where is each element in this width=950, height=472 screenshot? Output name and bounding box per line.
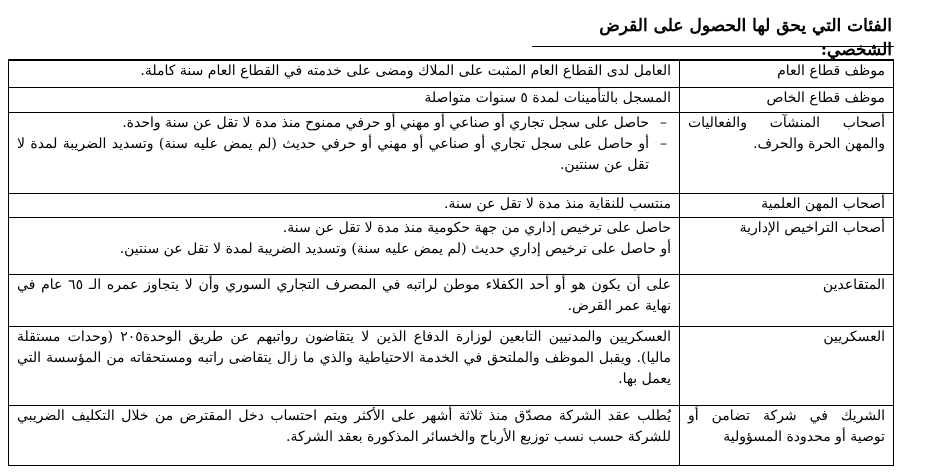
category-cell: العسكريين bbox=[680, 326, 894, 405]
requirement-line: يُطلب عقد الشركة مصدّق منذ ثلاثة أشهر على الأكثر ويتم احتساب دخل المقترض من خلال التكليف الضريبي للشركة حسب نسب توزيع الأرباح والخسائر المذكورة بعقد الشركة. bbox=[17, 407, 671, 445]
table-row bbox=[9, 87, 894, 112]
table-row bbox=[9, 217, 894, 274]
requirement-line: منتسب للنقابة منذ مدة لا تقل عن سنة. bbox=[444, 195, 671, 212]
list-item: – أو حاصل على سجل تجاري أو صناعي أو مهني أو حرفي حديث (لم يمض عليه سنة) وتسديد الضريبة لمدة لا تقل عن سنتين. bbox=[17, 134, 671, 176]
category-cell: أصحاب المنشآت والفعاليات والمهن الحرة والحرف. bbox=[680, 112, 894, 193]
requirement-line: المسجل بالتأمينات لمدة ٥ سنوات متواصلة bbox=[424, 89, 671, 106]
title-underline bbox=[532, 46, 894, 47]
requirement-line: أو حاصل على ترخيص إداري حديث (لم يمض عليه سنة) وتسديد الضريبة لمدة لا تقل عن سنتين. bbox=[119, 240, 671, 257]
category-cell: موظف قطاع العام bbox=[680, 60, 894, 87]
requirement-line: العامل لدى القطاع العام المثبت على الملاك ومضى على خدمته في القطاع العام سنة كاملة. bbox=[140, 63, 671, 79]
requirement-cell bbox=[9, 193, 680, 217]
requirement-line: حاصل على ترخيص إداري من جهة حكومية منذ مدة لا تقل عن سنة. bbox=[282, 219, 671, 236]
table-row bbox=[9, 60, 894, 87]
table-row bbox=[9, 193, 894, 217]
requirement-cell bbox=[9, 112, 680, 193]
table-row bbox=[9, 405, 894, 465]
category-cell: الشريك في شركة تضامن أو توصية أو محدودة المسؤولية bbox=[680, 405, 894, 465]
table-row bbox=[9, 274, 894, 326]
requirement-cell bbox=[9, 60, 680, 87]
category-cell: أصحاب التراخيص الإدارية bbox=[680, 217, 894, 274]
category-cell: موظف قطاع الخاص bbox=[680, 87, 894, 112]
requirement-cell bbox=[9, 326, 680, 405]
requirement-cell bbox=[9, 87, 680, 112]
requirement-list bbox=[17, 113, 671, 176]
list-item: – حاصل على سجل تجاري أو صناعي أو مهني أو حرفي ممنوح منذ مدة لا تقل عن سنة واحدة. bbox=[17, 113, 671, 134]
table-row bbox=[9, 326, 894, 405]
requirement-cell bbox=[9, 274, 680, 326]
table-row bbox=[9, 112, 894, 193]
category-cell: المتقاعدين bbox=[680, 274, 894, 326]
requirement-cell bbox=[9, 405, 680, 465]
requirement-line: العسكريين والمدنيين التابعين لوزارة الدفاع الذين لا يتقاضون رواتبهم عن طريق الوحدة٢٠٥ (وحدات مستقلة ماليا). ويقبل الموظف والملتحق في الخدمة الاحتياطية والذي ما زال يتقاضى راتبه ومستحقاته من المؤسسة التي يعمل بها. bbox=[17, 328, 671, 387]
eligibility-table bbox=[8, 59, 894, 466]
requirement-cell bbox=[9, 217, 680, 274]
page-title: الفئات التي يحق لها الحصول على القرض الشخصي: bbox=[599, 16, 892, 60]
category-cell: أصحاب المهن العلمية bbox=[680, 193, 894, 217]
requirement-line: على أن يكون هو أو أحد الكفلاء موطن لراتبه في المصرف التجاري السوري وأن لا يتجاوز عمره الـ ٦٥ عام في نهاية عمر القرض. bbox=[17, 276, 671, 314]
